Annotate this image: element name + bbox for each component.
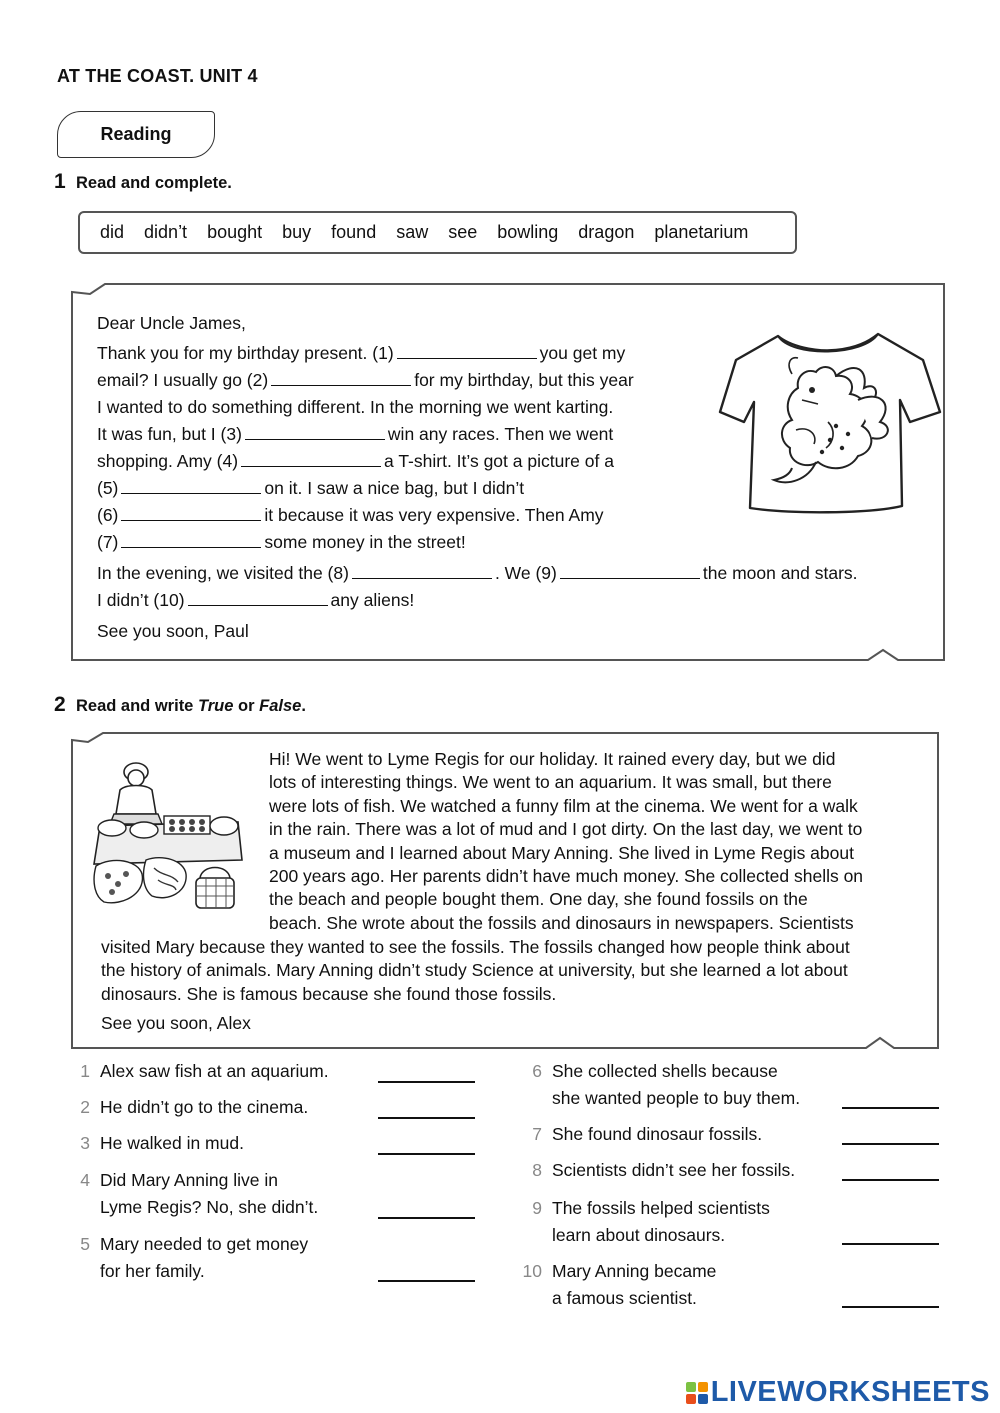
exercise-instruction: Read and complete.	[76, 174, 232, 192]
question-text: Mary Anning became	[552, 1261, 717, 1281]
question-text: learn about dinosaurs.	[552, 1225, 726, 1245]
letter-line: I wanted to do something different. In the morning we went karting.	[97, 397, 614, 417]
story-line: dinosaurs. She is famous because she found those fossils.	[101, 983, 557, 1004]
answer-line-6[interactable]	[842, 1107, 939, 1109]
question-text: The fossils helped scientists	[552, 1198, 770, 1218]
letter-text: win any races. Then we went	[387, 424, 614, 444]
question-number: 6	[532, 1061, 542, 1081]
story-paragraph-continued	[101, 936, 941, 1006]
word-bank-item: found	[331, 222, 377, 242]
section-label-text: Reading	[100, 124, 172, 144]
exercise-number: 1	[54, 170, 66, 193]
question-text: she wanted people to buy them.	[552, 1088, 801, 1108]
letter-text: any aliens!	[330, 590, 415, 610]
instruction-text: .	[301, 697, 306, 715]
answer-line-7[interactable]	[842, 1143, 939, 1145]
mary-anning-fossil-stall-illustration	[92, 756, 244, 916]
letter-text: (7)	[97, 532, 119, 552]
brand-name: LIVEWORKSHEETS	[710, 1376, 990, 1408]
question-text: Mary needed to get money	[100, 1234, 309, 1254]
word-bank-item: did	[100, 222, 125, 242]
logo-block	[698, 1382, 708, 1392]
letter-text: It was fun, but I (3)	[97, 424, 242, 444]
letter-text: I didn’t (10)	[97, 590, 185, 610]
instruction-false: False	[259, 697, 302, 715]
page-title: AT THE COAST. UNIT 4	[57, 66, 258, 86]
story-line: a museum and I learned about Mary Anning. She lived in Lyme Regis about	[269, 842, 854, 863]
answer-line-5[interactable]	[378, 1280, 475, 1282]
word-bank-item: planetarium	[654, 222, 749, 242]
letter-text: it because it was very expensive. Then Amy	[264, 505, 604, 525]
question-number: 1	[80, 1061, 90, 1081]
question-text: for her family.	[100, 1261, 205, 1281]
instruction-text: Read and write	[76, 697, 194, 715]
question-text: Lyme Regis? No, she didn’t.	[100, 1197, 319, 1217]
letter-text: a T-shirt. It’s got a picture of a	[384, 451, 614, 471]
story-line: were lots of fish. We watched a funny film at the cinema. We went for a walk	[269, 795, 858, 816]
story-signoff: See you soon, Alex	[101, 1013, 251, 1033]
logo-block	[698, 1394, 708, 1404]
answer-line-3[interactable]	[378, 1153, 475, 1155]
answer-line-10[interactable]	[842, 1306, 939, 1308]
word-bank-item: see	[448, 222, 478, 242]
logo-block	[686, 1394, 696, 1404]
word-bank-item: bought	[207, 222, 263, 242]
instruction-true: True	[197, 697, 234, 715]
question-text: She collected shells because	[552, 1061, 778, 1081]
logo-blocks-icon	[686, 1382, 708, 1404]
story-line: Hi! We went to Lyme Regis for our holiday. It rained every day, but we did	[269, 749, 836, 769]
letter-text: . We (9)	[494, 563, 557, 583]
question-number: 5	[80, 1234, 90, 1254]
logo-block	[686, 1382, 696, 1392]
question-number: 8	[532, 1160, 542, 1180]
letter-text: for my birthday, but this year	[414, 370, 634, 390]
liveworksheets-logo	[686, 1376, 990, 1409]
answer-line-1[interactable]	[378, 1081, 475, 1083]
word-bank-item: saw	[396, 222, 429, 242]
answer-line-4[interactable]	[378, 1217, 475, 1219]
letter-text: you get my	[539, 343, 626, 363]
story-line: beach. She wrote about the fossils and dinosaurs in newspapers. Scientists	[269, 912, 854, 933]
word-bank-item: dragon	[578, 222, 635, 242]
answer-line-9[interactable]	[842, 1243, 939, 1245]
story-line: in the rain. There was a lot of mud and I got dirty. On the last day, we went to	[269, 819, 863, 840]
story-line: the history of animals. Mary Anning didn’t study Science at university, but she learned a lot about	[101, 960, 848, 981]
question-text: Scientists didn’t see her fossils.	[552, 1160, 796, 1180]
letter-text: some money in the street!	[264, 532, 466, 552]
answer-line-8[interactable]	[842, 1179, 939, 1181]
question-text: He didn’t go to the cinema.	[100, 1097, 309, 1117]
question-number: 7	[532, 1124, 542, 1144]
word-bank-item: bowling	[497, 222, 559, 242]
word-bank-item: didn’t	[144, 222, 188, 242]
letter-text: (5)	[97, 478, 119, 498]
question-text: Did Mary Anning live in	[100, 1170, 278, 1190]
question-text: a famous scientist.	[552, 1288, 697, 1308]
question-text: She found dinosaur fossils.	[552, 1124, 763, 1144]
letter-text: the moon and stars.	[702, 563, 858, 583]
letter-text: Thank you for my birthday present. (1)	[97, 343, 394, 363]
story-line: 200 years ago. Her parents didn’t have much money. She collected shells on	[269, 866, 864, 887]
instruction-text: or	[238, 697, 255, 715]
letter-text: In the evening, we visited the (8)	[97, 563, 349, 583]
letter-greeting: Dear Uncle James,	[97, 313, 246, 333]
letter-text: on it. I saw a nice bag, but I didn’t	[264, 478, 525, 498]
question-text: He walked in mud.	[100, 1133, 244, 1153]
question-number: 10	[522, 1261, 542, 1281]
question-text: Alex saw fish at an aquarium.	[100, 1061, 329, 1081]
question-number: 9	[532, 1198, 542, 1218]
letter-text: (6)	[97, 505, 119, 525]
letter-text: shopping. Amy (4)	[97, 451, 239, 471]
letter-text: email? I usually go (2)	[97, 370, 269, 390]
story-line: visited Mary because they wanted to see the fossils. The fossils changed how people think about	[101, 937, 850, 957]
story-line: the beach and people bought them. One day, she found fossils on the	[269, 889, 808, 910]
question-number: 4	[80, 1170, 90, 1190]
answer-line-2[interactable]	[378, 1117, 475, 1119]
question-number: 3	[80, 1133, 90, 1153]
question-number: 2	[80, 1097, 90, 1117]
letter-signoff: See you soon, Paul	[97, 621, 249, 641]
word-bank-item: buy	[282, 222, 312, 242]
story-paragraph	[269, 748, 939, 935]
story-line: lots of interesting things. We went to an aquarium. It was small, but there	[269, 772, 832, 793]
exercise-number: 2	[54, 693, 66, 716]
